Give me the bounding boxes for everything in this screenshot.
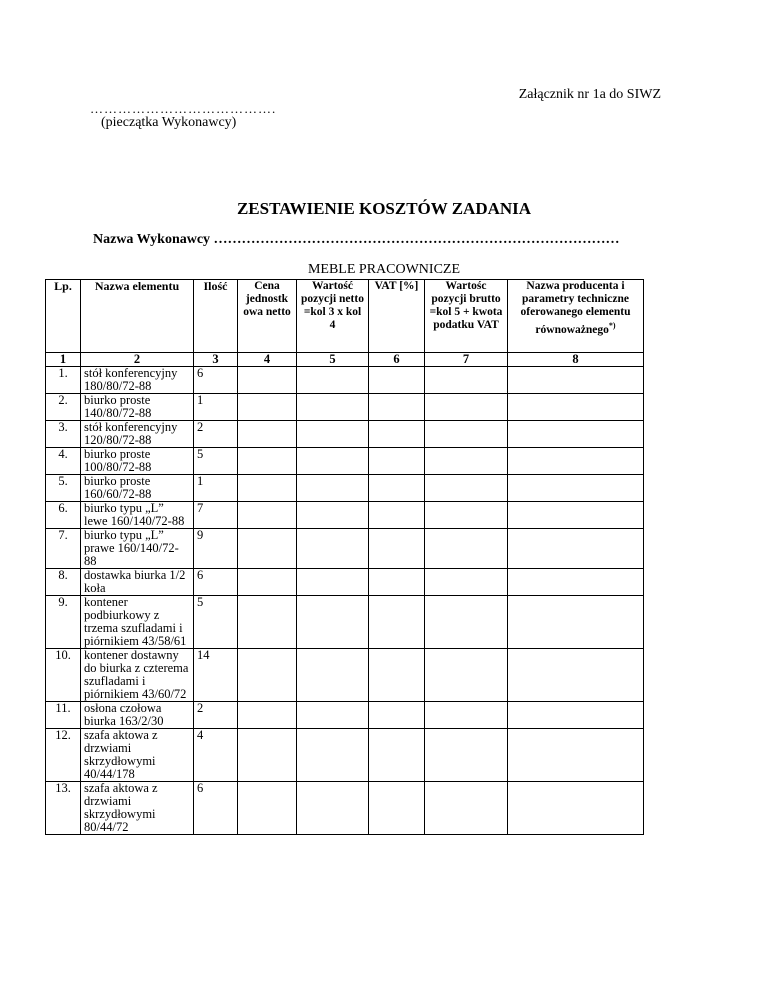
row-net-value-cell bbox=[297, 502, 369, 529]
row-quantity: 7 bbox=[194, 502, 238, 529]
footnote-mark: *) bbox=[608, 321, 616, 330]
row-vat-cell bbox=[369, 729, 425, 782]
table-row bbox=[46, 529, 644, 569]
row-producer-cell bbox=[508, 421, 644, 448]
row-gross-value-cell bbox=[425, 394, 508, 421]
row-unit-price-cell bbox=[238, 782, 297, 835]
table-row bbox=[46, 448, 644, 475]
table-row bbox=[46, 569, 644, 596]
row-lp: 8. bbox=[46, 569, 81, 596]
row-unit-price-cell bbox=[238, 502, 297, 529]
row-gross-value-cell bbox=[425, 502, 508, 529]
row-gross-value-cell bbox=[425, 729, 508, 782]
row-net-value-cell bbox=[297, 596, 369, 649]
table-row bbox=[46, 421, 644, 448]
row-item-name: szafa aktowa z drzwiami skrzydłowymi 40/44/178 bbox=[81, 729, 194, 782]
row-lp: 10. bbox=[46, 649, 81, 702]
row-quantity: 1 bbox=[194, 394, 238, 421]
col-number: 3 bbox=[194, 353, 238, 367]
table-row bbox=[46, 475, 644, 502]
row-producer-cell bbox=[508, 448, 644, 475]
col-header-unit-price: Cena jednostk owa netto bbox=[238, 280, 297, 353]
col-header-net-value: Wartość pozycji netto =kol 3 x kol 4 bbox=[297, 280, 369, 353]
row-quantity: 5 bbox=[194, 448, 238, 475]
row-producer-cell bbox=[508, 367, 644, 394]
row-gross-value-cell bbox=[425, 649, 508, 702]
row-producer-cell bbox=[508, 475, 644, 502]
row-item-name: stół konferencyjny 180/80/72-88 bbox=[81, 367, 194, 394]
row-item-name: szafa aktowa z drzwiami skrzydłowymi 80/44/72 bbox=[81, 782, 194, 835]
col-number: 1 bbox=[46, 353, 81, 367]
col-number: 4 bbox=[238, 353, 297, 367]
row-producer-cell bbox=[508, 729, 644, 782]
row-unit-price-cell bbox=[238, 421, 297, 448]
row-gross-value-cell bbox=[425, 596, 508, 649]
row-item-name: biurko typu „L” prawe 160/140/72-88 bbox=[81, 529, 194, 569]
row-producer-cell bbox=[508, 569, 644, 596]
row-producer-cell bbox=[508, 782, 644, 835]
row-vat-cell bbox=[369, 367, 425, 394]
row-gross-value-cell bbox=[425, 475, 508, 502]
row-item-name: osłona czołowa biurka 163/2/30 bbox=[81, 702, 194, 729]
row-quantity: 4 bbox=[194, 729, 238, 782]
col-header-producer-text: Nazwa producenta i parametry techniczne oferowanego elementu równoważnego bbox=[520, 280, 631, 336]
row-producer-cell bbox=[508, 394, 644, 421]
row-producer-cell bbox=[508, 702, 644, 729]
section-heading: MEBLE PRACOWNICZE bbox=[307, 262, 461, 277]
row-gross-value-cell bbox=[425, 448, 508, 475]
col-number: 6 bbox=[369, 353, 425, 367]
col-header-qty: Ilość bbox=[194, 280, 238, 353]
table-row bbox=[46, 394, 644, 421]
row-gross-value-cell bbox=[425, 782, 508, 835]
row-net-value-cell bbox=[297, 394, 369, 421]
table-row bbox=[46, 596, 644, 649]
row-unit-price-cell bbox=[238, 394, 297, 421]
row-lp: 3. bbox=[46, 421, 81, 448]
row-gross-value-cell bbox=[425, 367, 508, 394]
row-unit-price-cell bbox=[238, 475, 297, 502]
row-unit-price-cell bbox=[238, 702, 297, 729]
table-row bbox=[46, 367, 644, 394]
col-header-lp: Lp. bbox=[46, 280, 81, 353]
row-quantity: 9 bbox=[194, 529, 238, 569]
row-net-value-cell bbox=[297, 448, 369, 475]
row-net-value-cell bbox=[297, 529, 369, 569]
row-gross-value-cell bbox=[425, 421, 508, 448]
row-item-name: biurko proste 100/80/72-88 bbox=[81, 448, 194, 475]
row-lp: 7. bbox=[46, 529, 81, 569]
row-vat-cell bbox=[369, 448, 425, 475]
row-quantity: 14 bbox=[194, 649, 238, 702]
row-net-value-cell bbox=[297, 569, 369, 596]
col-header-producer bbox=[508, 280, 644, 353]
table-row bbox=[46, 729, 644, 782]
table-header-row bbox=[46, 280, 644, 353]
row-lp: 4. bbox=[46, 448, 81, 475]
row-net-value-cell bbox=[297, 421, 369, 448]
row-item-name: dostawka biurka 1/2 koła bbox=[81, 569, 194, 596]
column-number-row bbox=[46, 353, 644, 367]
table-row bbox=[46, 502, 644, 529]
row-quantity: 6 bbox=[194, 569, 238, 596]
col-header-name: Nazwa elementu bbox=[81, 280, 194, 353]
row-unit-price-cell bbox=[238, 529, 297, 569]
cost-table bbox=[45, 279, 644, 835]
row-item-name: kontener podbiurkowy z trzema szufladami i piórnikiem 43/58/61 bbox=[81, 596, 194, 649]
document-title: ZESTAWIENIE KOSZTÓW ZADANIA bbox=[236, 199, 532, 218]
row-lp: 11. bbox=[46, 702, 81, 729]
col-header-gross-value: Wartośc pozycji brutto =kol 5 + kwota podatku VAT bbox=[425, 280, 508, 353]
row-lp: 6. bbox=[46, 502, 81, 529]
stamp-dots: …………………………………. bbox=[90, 101, 277, 116]
row-quantity: 2 bbox=[194, 702, 238, 729]
row-lp: 2. bbox=[46, 394, 81, 421]
table-row bbox=[46, 649, 644, 702]
row-vat-cell bbox=[369, 529, 425, 569]
col-number: 7 bbox=[425, 353, 508, 367]
row-vat-cell bbox=[369, 502, 425, 529]
row-producer-cell bbox=[508, 649, 644, 702]
row-net-value-cell bbox=[297, 367, 369, 394]
row-gross-value-cell bbox=[425, 702, 508, 729]
row-vat-cell bbox=[369, 596, 425, 649]
row-lp: 13. bbox=[46, 782, 81, 835]
row-item-name: biurko typu „L” lewe 160/140/72-88 bbox=[81, 502, 194, 529]
row-item-name: biurko proste 140/80/72-88 bbox=[81, 394, 194, 421]
row-producer-cell bbox=[508, 596, 644, 649]
row-vat-cell bbox=[369, 475, 425, 502]
row-quantity: 2 bbox=[194, 421, 238, 448]
annex-label: Załącznik nr 1a do SIWZ bbox=[518, 87, 661, 102]
row-vat-cell bbox=[369, 421, 425, 448]
row-quantity: 6 bbox=[194, 367, 238, 394]
row-item-name: biurko proste 160/60/72-88 bbox=[81, 475, 194, 502]
row-net-value-cell bbox=[297, 649, 369, 702]
row-gross-value-cell bbox=[425, 529, 508, 569]
row-quantity: 6 bbox=[194, 782, 238, 835]
stamp-label: (pieczątka Wykonawcy) bbox=[101, 115, 237, 130]
contractor-name-line: Nazwa Wykonawcy …………………………………………………………………………… bbox=[93, 232, 620, 247]
col-header-vat: VAT [%] bbox=[369, 280, 425, 353]
row-gross-value-cell bbox=[425, 569, 508, 596]
row-lp: 12. bbox=[46, 729, 81, 782]
row-quantity: 1 bbox=[194, 475, 238, 502]
row-lp: 9. bbox=[46, 596, 81, 649]
row-unit-price-cell bbox=[238, 367, 297, 394]
col-number: 8 bbox=[508, 353, 644, 367]
row-quantity: 5 bbox=[194, 596, 238, 649]
row-net-value-cell bbox=[297, 702, 369, 729]
row-producer-cell bbox=[508, 502, 644, 529]
row-unit-price-cell bbox=[238, 649, 297, 702]
row-net-value-cell bbox=[297, 729, 369, 782]
row-unit-price-cell bbox=[238, 596, 297, 649]
row-unit-price-cell bbox=[238, 729, 297, 782]
row-vat-cell bbox=[369, 569, 425, 596]
row-net-value-cell bbox=[297, 782, 369, 835]
row-vat-cell bbox=[369, 702, 425, 729]
row-producer-cell bbox=[508, 529, 644, 569]
row-vat-cell bbox=[369, 782, 425, 835]
col-number: 2 bbox=[81, 353, 194, 367]
row-vat-cell bbox=[369, 394, 425, 421]
row-net-value-cell bbox=[297, 475, 369, 502]
row-lp: 5. bbox=[46, 475, 81, 502]
row-unit-price-cell bbox=[238, 448, 297, 475]
table-row bbox=[46, 782, 644, 835]
row-item-name: kontener dostawny do biurka z czterema szufladami i piórnikiem 43/60/72 bbox=[81, 649, 194, 702]
row-vat-cell bbox=[369, 649, 425, 702]
row-item-name: stół konferencyjny 120/80/72-88 bbox=[81, 421, 194, 448]
table-row bbox=[46, 702, 644, 729]
col-number: 5 bbox=[297, 353, 369, 367]
row-unit-price-cell bbox=[238, 569, 297, 596]
row-lp: 1. bbox=[46, 367, 81, 394]
